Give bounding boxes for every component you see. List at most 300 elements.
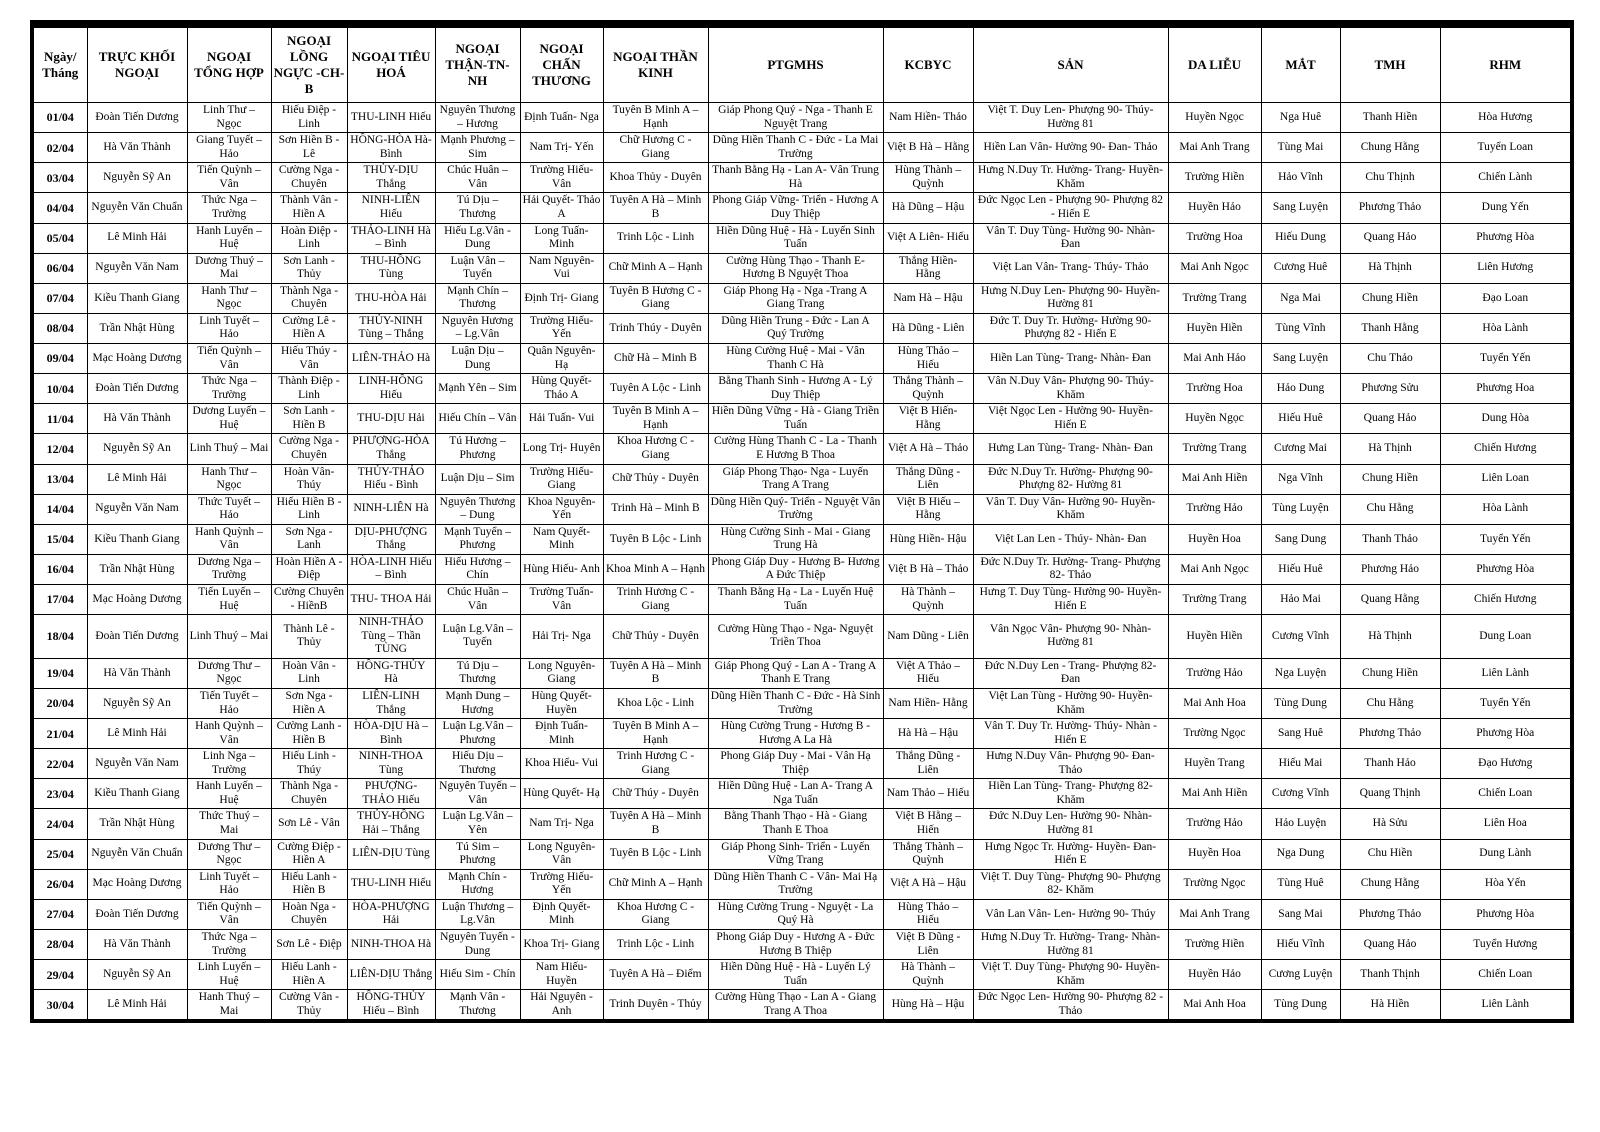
table-cell: Hà Văn Thành [87,929,187,959]
table-cell: DỊU-PHƯỢNG Thắng [347,524,435,554]
table-row-04-04 [32,193,1572,223]
table-cell: Nguyên Thương – Dung [435,494,520,524]
table-cell: Hải Trị- Nga [520,615,603,659]
table-cell: Hiền Lan Vân- Hường 90- Đan- Thảo [973,133,1168,163]
table-cell: Chữ Minh A – Hạnh [603,253,708,283]
table-cell: Long Nguyên- Giang [520,658,603,688]
table-cell: Liên Lành [1440,990,1572,1022]
table-row-17-04 [32,585,1572,615]
table-cell: LIÊN-LINH Thắng [347,688,435,718]
table-cell: Mạc Hoàng Dương [87,869,187,899]
table-cell: Khoa Minh A – Hạnh [603,554,708,584]
table-cell: Cường Chuyên - HiềnB [271,585,347,615]
table-cell: THẢO-LINH Hà – Bình [347,223,435,253]
table-cell: Trường Hiếu- Yến [520,869,603,899]
table-cell: Phương Hòa [1440,554,1572,584]
table-cell: Chữ Thủy - Duyên [603,615,708,659]
table-cell: Chiến Loan [1440,779,1572,809]
table-cell: Dương Thư – Ngọc [187,658,271,688]
table-cell: Hảo Dung [1261,374,1340,404]
table-cell: Huyền Hoa [1168,524,1261,554]
table-cell: Chung Hằng [1340,133,1440,163]
table-cell: Khoa Hiếu- Vui [520,749,603,779]
table-cell: Quân Nguyên- Hạ [520,344,603,374]
table-cell: Hà Thành – Quỳnh [883,960,973,990]
table-cell: Thắng Thành – Quỳnh [883,374,973,404]
table-cell: Vân N.Duy Vân- Phượng 90- Thúy- Khăm [973,374,1168,404]
table-cell: Hiếu Lanh - Hiền B [271,869,347,899]
table-cell: Tùng Vĩnh [1261,313,1340,343]
table-cell: Phương Thảo [1340,899,1440,929]
table-row-24-04 [32,809,1572,839]
table-cell: Hòa Hương [1440,103,1572,133]
table-cell: NINH-THẢO Tùng – Thần TÙNG [347,615,435,659]
date-cell: 15/04 [32,524,87,554]
table-cell: PHƯỢNG-HÒA Thắng [347,434,435,464]
table-cell: Huyền Ngọc [1168,404,1261,434]
table-cell: Sơn Lê - Vân [271,809,347,839]
table-cell: Giáp Phong Sinh- Triển - Luyến Vững Trang [708,839,883,869]
table-cell: Luận Dịu – Dung [435,344,520,374]
table-cell: Thanh Thịnh [1340,960,1440,990]
table-cell: Trường Trang [1168,585,1261,615]
table-cell: Hưng Ngọc Tr. Hường- Huyền- Đan- Hiến E [973,839,1168,869]
table-cell: Lê Minh Hải [87,719,187,749]
table-cell: Hoàn Vân - Linh [271,658,347,688]
table-cell: Hà Sửu [1340,809,1440,839]
table-cell: Thành Điệp - Linh [271,374,347,404]
table-cell: Phong Giáp Duy - Mai - Vân Hạ Thiệp [708,749,883,779]
table-cell: Phương Hòa [1440,223,1572,253]
table-cell: Tú Dịu – Thương [435,658,520,688]
table-cell: Thức Nga – Trường [187,929,271,959]
table-cell: Giang Tuyết – Hảo [187,133,271,163]
table-cell: Việt A Hà – Thảo [883,434,973,464]
table-cell: Thanh Hằng [1340,313,1440,343]
table-cell: Thức Tuyết – Hảo [187,494,271,524]
table-cell: Vân T. Duy Tùng- Hường 90- Nhàn- Đan [973,223,1168,253]
table-cell: Chiến Lành [1440,163,1572,193]
table-cell: Tuyển Yến [1440,524,1572,554]
table-cell: Linh Tuyết – Hảo [187,313,271,343]
table-row-05-04 [32,223,1572,253]
table-cell: Hiếu Hương – Chín [435,554,520,584]
table-cell: Chiến Hương [1440,585,1572,615]
column-header-12: MẮT [1261,24,1340,103]
table-cell: Tùng Dung [1261,990,1340,1022]
date-cell: 24/04 [32,809,87,839]
table-row-25-04 [32,839,1572,869]
table-cell: Trinh Hương C - Giang [603,749,708,779]
table-cell: Nguyễn Văn Chuẩn [87,193,187,223]
table-cell: Chữ Hà – Minh B [603,344,708,374]
table-cell: Trường Ngọc [1168,869,1261,899]
table-cell: Dung Lành [1440,839,1572,869]
table-body [32,103,1572,1022]
table-cell: THU-HÒA Hải [347,283,435,313]
table-cell: Trần Nhật Hùng [87,554,187,584]
table-cell: Hà Văn Thành [87,133,187,163]
table-cell: Trường Hảo [1168,658,1261,688]
table-cell: Luận Dịu – Sim [435,464,520,494]
table-cell: Hiếu Vĩnh [1261,929,1340,959]
table-cell: THỦY-HỒNG Hải – Thắng [347,809,435,839]
table-row-28-04 [32,929,1572,959]
table-row-27-04 [32,899,1572,929]
table-cell: Vân T. Duy Vân- Hường 90- Huyền- Khăm [973,494,1168,524]
table-cell: Chung Hiền [1340,283,1440,313]
table-cell: Tiến Quỳnh – Vân [187,163,271,193]
table-cell: Thắng Thành – Quỳnh [883,839,973,869]
table-cell: Chu Thảo [1340,344,1440,374]
date-cell: 14/04 [32,494,87,524]
table-cell: Dũng Hiền Thanh C - Vân- Mai Hạ Trường [708,869,883,899]
header-row [32,24,1572,103]
table-cell: Chúc Huân – Vân [435,163,520,193]
table-cell: Tuyên A Hà – Minh B [603,809,708,839]
table-cell: Tuyên B Lộc - Linh [603,839,708,869]
table-cell: Quang Hảo [1340,223,1440,253]
table-cell: Thắng Dũng - Liên [883,749,973,779]
table-cell: Hùng Cường Sinh - Mai - Giang Trung Hà [708,524,883,554]
table-cell: Thành Nga - Chuyên [271,779,347,809]
table-cell: Mạnh Dung – Hương [435,688,520,718]
table-cell: NINH-THOA Tùng [347,749,435,779]
table-cell: Hưng Lan Tùng- Trang- Nhàn- Đan [973,434,1168,464]
table-cell: Việt A Hà – Hậu [883,869,973,899]
table-cell: Nguyễn Sỹ An [87,960,187,990]
table-cell: Mai Anh Hoa [1168,990,1261,1022]
table-cell: Hòa Lành [1440,313,1572,343]
table-cell: Mai Anh Hiền [1168,779,1261,809]
table-cell: Thắng Dũng - Liên [883,464,973,494]
table-cell: Đoàn Tiến Dương [87,103,187,133]
table-cell: Tuyên A Hà – Minh B [603,193,708,223]
table-cell: Kiều Thanh Giang [87,779,187,809]
table-cell: Mai Anh Hoa [1168,688,1261,718]
table-cell: Huyền Ngọc [1168,103,1261,133]
table-cell: Chữ Thúy - Duyên [603,779,708,809]
table-cell: Kiều Thanh Giang [87,283,187,313]
table-cell: Trường Ngọc [1168,719,1261,749]
table-row-01-04 [32,103,1572,133]
table-cell: Hải Quyết- Thảo A [520,193,603,223]
table-cell: Hùng Quyết- Huyền [520,688,603,718]
date-cell: 02/04 [32,133,87,163]
table-cell: Chữ Thủy - Duyên [603,464,708,494]
table-cell: Hà Dũng – Hậu [883,193,973,223]
table-cell: Nam Quyết- Minh [520,524,603,554]
table-cell: LIÊN-THẢO Hà [347,344,435,374]
table-cell: Hiếu Dung [1261,223,1340,253]
table-cell: Mai Anh Hiền [1168,464,1261,494]
table-cell: Trinh Thúy - Duyên [603,313,708,343]
table-cell: LIÊN-DỊU Tùng [347,839,435,869]
table-cell: Hảo Vĩnh [1261,163,1340,193]
table-cell: Hưng N.Duy Len- Phượng 90- Huyền- Hường 81 [973,283,1168,313]
table-cell: THU-HỒNG Tùng [347,253,435,283]
table-cell: Quang Thịnh [1340,779,1440,809]
table-cell: Đức Ngọc Len - Phượng 90- Phượng 82 - Hiến E [973,193,1168,223]
table-cell: Mai Anh Trang [1168,133,1261,163]
table-cell: Nam Hiền- Thảo [883,103,973,133]
table-cell: Mạnh Chín - Hương [435,869,520,899]
table-cell: Hùng Hà – Hậu [883,990,973,1022]
table-row-14-04 [32,494,1572,524]
duty-roster-table [30,20,1574,1023]
table-cell: HỒNG-THỦY Hiếu – Bình [347,990,435,1022]
table-cell: Nguyễn Văn Nam [87,253,187,283]
table-cell: Thành Vân - Hiền A [271,193,347,223]
table-cell: THỦY-NINH Tùng – Thắng [347,313,435,343]
table-cell: Luận Lg.Vân – Tuyến [435,615,520,659]
table-cell: Huyền Hảo [1168,193,1261,223]
table-cell: Linh Luyến – Huệ [187,960,271,990]
table-row-15-04 [32,524,1572,554]
table-cell: Linh Thuý – Mai [187,615,271,659]
column-header-2: NGOẠI TỔNG HỢP [187,24,271,103]
table-cell: Hanh Quỳnh – Vân [187,524,271,554]
table-cell: Hanh Thư – Ngọc [187,464,271,494]
table-cell: Dũng Hiền Trung - Đức - Lan A Quý Trường [708,313,883,343]
table-cell: Huyền Hoa [1168,839,1261,869]
table-cell: Nguyên Tuyến - Dung [435,929,520,959]
table-cell: Mai Anh Ngọc [1168,554,1261,584]
table-cell: Chiến Loan [1440,960,1572,990]
table-cell: Hiếu Lg.Vân - Dung [435,223,520,253]
table-cell: Việt T. Duy Tùng- Phượng 90- Phượng 82- Khăm [973,869,1168,899]
table-row-02-04 [32,133,1572,163]
table-cell: Hoàn Vân- Thúy [271,464,347,494]
table-cell: Hòa Yến [1440,869,1572,899]
table-cell: Trường Tuấn- Vân [520,585,603,615]
table-cell: Đức Ngọc Len- Hường 90- Phượng 82 - Thảo [973,990,1168,1022]
table-cell: Hoàn Hiền A - Điệp [271,554,347,584]
table-cell: Việt B Hà – Thảo [883,554,973,584]
table-row-26-04 [32,869,1572,899]
table-cell: Hùng Quyết- Hạ [520,779,603,809]
date-cell: 12/04 [32,434,87,464]
table-cell: Việt B Hằng – Hiến [883,809,973,839]
table-cell: Sơn Lanh - Thủy [271,253,347,283]
column-header-13: TMH [1340,24,1440,103]
table-cell: Trường Hiếu- Yến [520,313,603,343]
table-cell: Hiền Lan Tùng- Trang- Phượng 82- Khăm [973,779,1168,809]
table-row-18-04 [32,615,1572,659]
table-cell: Nguyên Thương – Hương [435,103,520,133]
table-cell: Việt A Thảo – Hiếu [883,658,973,688]
table-cell: Thanh Hảo [1340,749,1440,779]
table-cell: Khoa Lộc - Linh [603,688,708,718]
table-cell: Cương Huê [1261,253,1340,283]
date-cell: 26/04 [32,869,87,899]
table-cell: Hòa Lành [1440,494,1572,524]
table-cell: Hùng Thảo – Hiếu [883,344,973,374]
table-cell: Hiếu Lanh - Hiền A [271,960,347,990]
table-cell: Dung Loan [1440,615,1572,659]
table-cell: Hảo Mai [1261,585,1340,615]
table-cell: Hà Văn Thành [87,658,187,688]
table-cell: Hiền Lan Tùng- Trang- Nhàn- Đan [973,344,1168,374]
table-cell: Trinh Duyên - Thủy [603,990,708,1022]
roster-page [30,20,1574,1023]
table-cell: Mai Anh Ngọc [1168,253,1261,283]
table-cell: Cường Hùng Thanh C - La - Thanh E Hương B Thoa [708,434,883,464]
table-cell: Hà Hà – Hậu [883,719,973,749]
table-cell: Bằng Thanh Thạo - Hà - Giang Thanh E Thoa [708,809,883,839]
date-cell: 13/04 [32,464,87,494]
table-cell: Phương Thảo [1340,193,1440,223]
table-cell: Vân Lan Vân- Len- Hường 90- Thúy [973,899,1168,929]
table-cell: Kiều Thanh Giang [87,524,187,554]
table-row-10-04 [32,374,1572,404]
table-cell: Thành Nga - Chuyên [271,283,347,313]
table-cell: Nguyễn Sỹ An [87,688,187,718]
table-cell: Hưng T. Duy Tùng- Hường 90- Huyền- Hiến E [973,585,1168,615]
table-cell: Đoàn Tiến Dương [87,899,187,929]
table-cell: Định Quyết- Minh [520,899,603,929]
column-header-3: NGOẠI LỒNG NGỰC -CH-B [271,24,347,103]
table-cell: Cương Vĩnh [1261,779,1340,809]
table-cell: Mạnh Yên – Sim [435,374,520,404]
table-cell: Nga Vĩnh [1261,464,1340,494]
table-cell: Tuyên B Minh A – Hạnh [603,404,708,434]
table-cell: Việt Lan Len - Thúy- Nhàn- Đan [973,524,1168,554]
table-cell: Thanh Bằng Hạ - La - Luyến Huệ Tuấn [708,585,883,615]
date-cell: 16/04 [32,554,87,584]
table-cell: Hiền Dũng Huệ - Hà - Luyến Sinh Tuấn [708,223,883,253]
table-cell: Trinh Hương C - Giang [603,585,708,615]
table-cell: Hanh Thư – Ngọc [187,283,271,313]
table-cell: Khoa Trị- Giang [520,929,603,959]
table-cell: Luận Thương – Lg.Vân [435,899,520,929]
table-cell: Quang Hảo [1340,404,1440,434]
table-cell: Huyền Hiền [1168,615,1261,659]
table-cell: Cường Điệp - Hiền A [271,839,347,869]
table-cell: Hùng Cường Huệ - Mai - Vân Thanh C Hà [708,344,883,374]
table-cell: Tuyên A Lộc - Linh [603,374,708,404]
table-row-13-04 [32,464,1572,494]
table-cell: Đức N.Duy Tr. Hường- Trang- Phượng 82- Thảo [973,554,1168,584]
table-cell: Khoa Hương C - Giang [603,899,708,929]
date-cell: 25/04 [32,839,87,869]
table-cell: Hùng Hiếu- Anh [520,554,603,584]
table-cell: Tú Dịu – Thương [435,193,520,223]
table-cell: Lê Minh Hải [87,223,187,253]
table-cell: Hanh Thuý – Mai [187,990,271,1022]
table-cell: Trường Hoa [1168,374,1261,404]
table-cell: Mạnh Phương – Sim [435,133,520,163]
table-cell: Việt B Hiến- Hằng [883,404,973,434]
table-cell: Tuyên B Minh A – Hạnh [603,103,708,133]
table-cell: NINH-LIÊN Hiếu [347,193,435,223]
date-cell: 08/04 [32,313,87,343]
table-cell: Tiến Quỳnh – Vân [187,344,271,374]
table-cell: Định Trị- Giang [520,283,603,313]
table-cell: THU- THOA Hải [347,585,435,615]
table-cell: HÒA-PHƯỢNG Hải [347,899,435,929]
table-row-08-04 [32,313,1572,343]
table-cell: Long Nguyên- Vân [520,839,603,869]
table-cell: Sơn Nga - Hiền A [271,688,347,718]
table-row-23-04 [32,779,1572,809]
table-cell: Thanh Thảo [1340,524,1440,554]
table-cell: THU-LINH Hiếu [347,103,435,133]
table-header [32,24,1572,103]
date-cell: 17/04 [32,585,87,615]
table-cell: HỒNG-HÒA Hà- Bình [347,133,435,163]
table-cell: Chúc Huần – Vân [435,585,520,615]
table-cell: Trường Hiền [1168,163,1261,193]
table-cell: Chữ Minh A – Hạnh [603,869,708,899]
table-cell: Sang Luyện [1261,193,1340,223]
table-cell: Quang Hảo [1340,929,1440,959]
table-cell: Hoàn Điệp - Linh [271,223,347,253]
table-cell: Liên Hương [1440,253,1572,283]
date-cell: 23/04 [32,779,87,809]
table-cell: Sang Mai [1261,899,1340,929]
table-cell: Thanh Hiền [1340,103,1440,133]
table-cell: Đạo Loan [1440,283,1572,313]
date-cell: 04/04 [32,193,87,223]
table-cell: Cương Luyện [1261,960,1340,990]
table-cell: Nam Trị- Yến [520,133,603,163]
table-cell: Chu Hằng [1340,494,1440,524]
table-cell: Tuyên A Hà – Điểm [603,960,708,990]
table-cell: Tú Sim – Phương [435,839,520,869]
table-cell: Tiến Quỳnh – Vân [187,899,271,929]
table-cell: Nga Huê [1261,103,1340,133]
table-cell: Hiếu Dịu – Thương [435,749,520,779]
table-cell: Trinh Hà – Minh B [603,494,708,524]
table-row-30-04 [32,990,1572,1022]
table-cell: Vân Ngọc Vân- Phượng 90- Nhàn- Hường 81 [973,615,1168,659]
table-cell: Hùng Thành – Quỳnh [883,163,973,193]
table-cell: Hiền Dũng Huệ - Lan A- Trang A Nga Tuấn [708,779,883,809]
table-cell: Việt A Liên- Hiếu [883,223,973,253]
table-cell: Nam Hiền- Hằng [883,688,973,718]
table-cell: THU-DỊU Hải [347,404,435,434]
date-cell: 19/04 [32,658,87,688]
table-cell: Tùng Dung [1261,688,1340,718]
table-cell: Hưng N.Duy Tr. Hường- Trang- Nhàn- Hường 81 [973,929,1168,959]
table-cell: Luận Lg.Vân – Yên [435,809,520,839]
table-cell: Linh Thư – Ngọc [187,103,271,133]
table-cell: Việt B Hiếu – Hằng [883,494,973,524]
table-cell: Định Tuấn- Minh [520,719,603,749]
table-row-29-04 [32,960,1572,990]
column-header-8: PTGMHS [708,24,883,103]
table-cell: Tùng Mai [1261,133,1340,163]
table-cell: Linh Nga – Trường [187,749,271,779]
table-cell: Nguyên Tuyến – Vân [435,779,520,809]
date-cell: 29/04 [32,960,87,990]
table-cell: Thắng Hiền- Hằng [883,253,973,283]
table-cell: Giáp Phong Quý - Nga - Thanh E Nguyệt Trang [708,103,883,133]
table-cell: Việt Lan Vân- Trang- Thúy- Thảo [973,253,1168,283]
table-cell: Thanh Bằng Hạ - Lan A- Vân Trung Hà [708,163,883,193]
table-cell: Hải Tuấn- Vui [520,404,603,434]
table-cell: Trường Hảo [1168,494,1261,524]
table-row-03-04 [32,163,1572,193]
table-cell: Hiếu Sim - Chín [435,960,520,990]
table-row-09-04 [32,344,1572,374]
date-cell: 21/04 [32,719,87,749]
table-row-16-04 [32,554,1572,584]
table-cell: Chung Hiền [1340,464,1440,494]
table-cell: Quang Hằng [1340,585,1440,615]
table-cell: Cương Mai [1261,434,1340,464]
